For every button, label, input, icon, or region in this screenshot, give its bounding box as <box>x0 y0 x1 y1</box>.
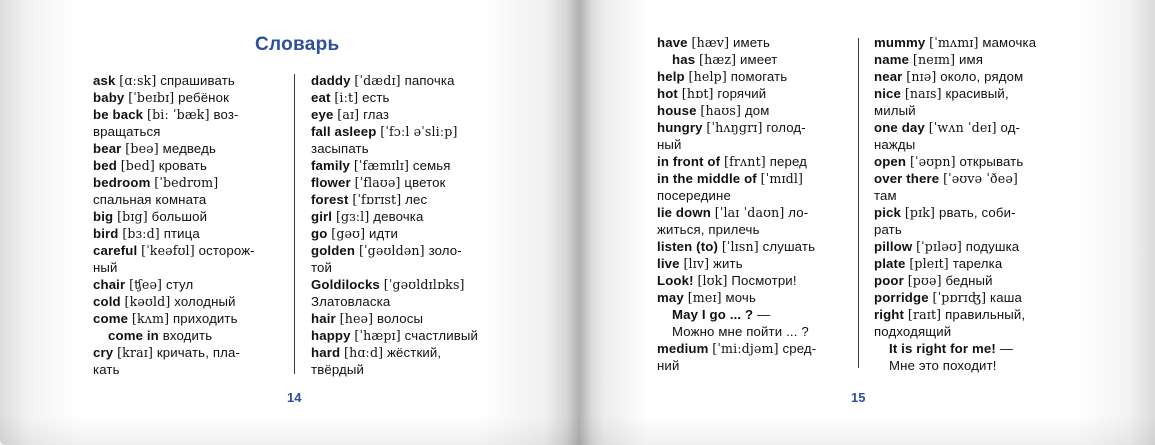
translation: рать <box>874 222 902 237</box>
headword: live <box>657 256 680 271</box>
translation: спальная комната <box>93 192 207 207</box>
dictionary-entry-line <box>657 221 816 238</box>
dictionary-entry-line <box>874 221 1036 238</box>
translation: там <box>874 188 897 203</box>
translation: цветок <box>404 175 446 190</box>
headword: open <box>874 154 907 169</box>
translation: ний <box>657 358 680 373</box>
transcription: [bed] <box>120 158 155 173</box>
dictionary-entry-line <box>874 136 1036 153</box>
headword: one day <box>874 120 925 135</box>
translation: — <box>999 341 1014 356</box>
translation: красивый, <box>945 86 1009 101</box>
dictionary-entry-line <box>657 136 816 153</box>
transcription: [hæz] <box>699 52 737 67</box>
translation: спрашивать <box>160 73 235 88</box>
column-divider-left <box>294 74 295 374</box>
dictionary-entry-line <box>311 174 478 191</box>
dictionary-entry-line <box>657 306 816 323</box>
headword: eat <box>311 90 331 105</box>
dictionary-entry-line <box>93 191 255 208</box>
headword: May I go ... ? <box>672 307 754 322</box>
dictionary-entry-line <box>874 68 1036 85</box>
dictionary-entry-line <box>874 357 1036 374</box>
dictionary-entry-line <box>874 153 1036 170</box>
translation: слушать <box>762 239 816 254</box>
dictionary-entry-line <box>874 204 1036 221</box>
dictionary-entry-line <box>657 238 816 255</box>
dictionary-entry-line <box>657 340 816 357</box>
page-title: Словарь <box>255 34 340 55</box>
dictionary-entry-line <box>93 72 255 89</box>
dictionary-entry-line <box>311 89 478 106</box>
headword: Goldilocks <box>311 277 380 292</box>
translation: открывать <box>959 154 1024 169</box>
translation: лес <box>405 192 428 207</box>
transcription: [ˈbeɪbɪ] <box>128 90 175 105</box>
headword: big <box>93 209 114 224</box>
headword: be back <box>93 107 144 122</box>
dictionary-entry-line <box>874 289 1036 306</box>
headword: have <box>657 35 688 50</box>
transcription: [iːt] <box>334 90 359 105</box>
dictionary-column-3 <box>657 34 816 374</box>
headword: nice <box>874 86 901 101</box>
translation: приходить <box>172 311 238 326</box>
transcription: [ˈflaʊə] <box>354 175 401 190</box>
translation: глаз <box>363 107 390 122</box>
transcription: [ˈlaɪ ˈdaʊn] <box>714 205 785 220</box>
transcription: [ˈhæpɪ] <box>354 328 401 343</box>
headword: in the middle of <box>657 171 757 186</box>
translation: большой <box>151 209 208 224</box>
dictionary-entry-line <box>93 327 255 344</box>
transcription: [meɪ] <box>687 290 722 305</box>
translation: засыпать <box>311 141 369 156</box>
translation: ло- <box>788 205 809 220</box>
dictionary-entry-line <box>657 68 816 85</box>
dictionary-entry-line <box>93 140 255 157</box>
translation: подходящий <box>874 324 952 339</box>
headword: flower <box>311 175 351 190</box>
headword: bear <box>93 141 122 156</box>
translation: счастливый <box>404 328 479 343</box>
translation: перед <box>769 154 807 169</box>
translation: правильный, <box>945 307 1026 322</box>
headword: right <box>874 307 905 322</box>
headword: has <box>672 52 696 67</box>
dictionary-entry-line <box>93 242 255 259</box>
dictionary-entry-line <box>657 289 816 306</box>
headword: may <box>657 290 684 305</box>
translation: дом <box>744 103 770 118</box>
dictionary-entry-line <box>93 276 255 293</box>
transcription: [ˈfæmɪlɪ] <box>353 158 410 173</box>
dictionary-entry-line <box>657 357 816 374</box>
transcription: [biː ˈbæk] <box>147 107 210 122</box>
transcription: [ʧeə] <box>129 277 163 292</box>
translation: кричать, пла- <box>156 345 240 360</box>
translation: каша <box>990 290 1022 305</box>
headword: hungry <box>657 120 703 135</box>
translation: помогать <box>730 69 788 84</box>
transcription: [naɪs] <box>904 86 942 101</box>
dictionary-entry-line <box>657 119 816 136</box>
dictionary-entry-line <box>311 310 478 327</box>
translation: горячий <box>717 86 767 101</box>
transcription: [pʊə] <box>907 273 942 288</box>
translation: мамочка <box>982 35 1037 50</box>
dictionary-entry-line <box>657 170 816 187</box>
dictionary-column-2 <box>311 72 478 378</box>
translation: есть <box>362 90 390 105</box>
translation: ребёнок <box>178 90 230 105</box>
transcription: [ˈəʊvə ˈðeə] <box>943 171 1018 186</box>
translation: имя <box>958 52 984 67</box>
dictionary-column-4 <box>874 34 1036 374</box>
headword: golden <box>311 243 356 258</box>
headword: poor <box>874 273 904 288</box>
transcription: [help] <box>688 69 727 84</box>
translation: милый <box>874 103 916 118</box>
transcription: [hɑːd] <box>344 345 384 360</box>
translation: имеет <box>740 52 778 67</box>
dictionary-entry-line <box>93 123 255 140</box>
dictionary-entry-line <box>311 361 478 378</box>
headword: porridge <box>874 290 929 305</box>
translation: ный <box>93 260 118 275</box>
dictionary-entry-line <box>874 102 1036 119</box>
headword: bed <box>93 158 117 173</box>
translation: Можно мне пойти ... ? <box>672 324 809 339</box>
headword: over there <box>874 171 940 186</box>
column-divider-right <box>858 38 859 368</box>
headword: mummy <box>874 35 926 50</box>
headword: go <box>311 226 328 241</box>
dictionary-entry-line <box>657 187 816 204</box>
headword: happy <box>311 328 351 343</box>
transcription: [ˈkeəfʊl] <box>141 243 195 258</box>
transcription: [ˈmɪdl] <box>760 171 804 186</box>
transcription: [pɪk] <box>904 205 936 220</box>
headword: daddy <box>311 73 351 88</box>
dictionary-entry-line <box>657 323 816 340</box>
translation: мочь <box>725 290 756 305</box>
translation: сред- <box>782 341 817 356</box>
dictionary-entry-line <box>657 34 816 51</box>
dictionary-entry-line <box>874 187 1036 204</box>
headword: baby <box>93 90 125 105</box>
transcription: [ˈmiːdjəm] <box>712 341 779 356</box>
transcription: [nɪə] <box>906 69 937 84</box>
headword: chair <box>93 277 126 292</box>
transcription: [ˈhʌŋgrɪ] <box>706 120 763 135</box>
dictionary-entry-line <box>311 293 478 310</box>
dictionary-entry-line <box>93 157 255 174</box>
headword: in front of <box>657 154 721 169</box>
page-number-left: 14 <box>287 390 302 405</box>
dictionary-entry-line <box>93 344 255 361</box>
dictionary-entry-line <box>874 255 1036 272</box>
dictionary-entry-line <box>657 255 816 272</box>
transcription: [ˈgəʊldən] <box>358 243 425 258</box>
dictionary-entry-line <box>657 51 816 68</box>
dictionary-entry-line <box>874 170 1036 187</box>
dictionary-entry-line <box>311 344 478 361</box>
dictionary-entry-line <box>311 208 478 225</box>
translation: нажды <box>874 137 916 152</box>
translation: папочка <box>404 73 455 88</box>
headword: hair <box>311 311 336 326</box>
translation: иметь <box>732 35 770 50</box>
translation: Златовласка <box>311 294 391 309</box>
transcription: [gɜːl] <box>335 209 370 224</box>
dictionary-entry-line <box>311 123 478 140</box>
translation: девочка <box>373 209 424 224</box>
transcription: [bɪg] <box>117 209 148 224</box>
transcription: [ˈəʊpn] <box>909 154 956 169</box>
transcription: [lʊk] <box>697 273 728 288</box>
translation: птица <box>163 226 200 241</box>
translation: тарелка <box>952 256 1003 271</box>
transcription: [ˈfɒrɪst] <box>352 192 402 207</box>
headword: It is right for me! <box>889 341 996 356</box>
headword: come in <box>108 328 159 343</box>
dictionary-entry-line <box>311 327 478 344</box>
translation: жёсткий, <box>387 345 442 360</box>
dictionary-entry-line <box>657 102 816 119</box>
dictionary-entry-line <box>874 238 1036 255</box>
headword: hot <box>657 86 678 101</box>
dictionary-entry-line <box>657 85 816 102</box>
dictionary-entry-line <box>874 340 1036 357</box>
dictionary-entry-line <box>874 51 1036 68</box>
translation: бедный <box>945 273 993 288</box>
transcription: [ˈlɪsn] <box>721 239 759 254</box>
dictionary-entry-line <box>874 119 1036 136</box>
translation: около, рядом <box>940 69 1024 84</box>
translation: стул <box>165 277 194 292</box>
transcription: [heə] <box>339 311 374 326</box>
translation: — <box>757 307 771 322</box>
transcription: [hɒt] <box>681 86 714 101</box>
dictionary-entry-line <box>93 310 255 327</box>
headword: girl <box>311 209 333 224</box>
dictionary-entry-line <box>657 153 816 170</box>
headword: near <box>874 69 903 84</box>
dictionary-entry-line <box>874 272 1036 289</box>
dictionary-entry-line <box>311 259 478 276</box>
dictionary-entry-line <box>657 204 816 221</box>
dictionary-entry-line <box>311 157 478 174</box>
transcription: [ˈbedrʊm] <box>154 175 219 190</box>
translation: медведь <box>162 141 216 156</box>
translation: жить <box>713 256 743 271</box>
transcription: [ˈpɒrɪʤ] <box>932 290 987 305</box>
dictionary-entry-line <box>93 293 255 310</box>
translation: той <box>311 260 333 275</box>
translation: голод- <box>766 120 806 135</box>
dictionary-entry-line <box>93 225 255 242</box>
transcription: [ˈwʌn ˈdeɪ] <box>928 120 997 135</box>
transcription: [ˈpɪləʊ] <box>916 239 962 254</box>
translation: твёрдый <box>311 362 365 377</box>
transcription: [pleɪt] <box>909 256 949 271</box>
dictionary-entry-line <box>311 225 478 242</box>
translation: посередине <box>657 188 731 203</box>
dictionary-entry-line <box>311 276 478 293</box>
transcription: [kəʊld] <box>124 294 171 309</box>
translation: Мне это походит! <box>889 358 997 373</box>
translation: подушка <box>965 239 1020 254</box>
translation: рвать, соби- <box>938 205 1016 220</box>
dictionary-entry-line <box>93 361 255 378</box>
dictionary-entry-line <box>311 72 478 89</box>
dictionary-entry-line <box>93 174 255 191</box>
transcription: [haʊs] <box>700 103 742 118</box>
translation: од- <box>1000 120 1021 135</box>
translation: ный <box>657 137 682 152</box>
transcription: [bɜːd] <box>122 226 160 241</box>
translation: воз- <box>213 107 239 122</box>
translation: осторож- <box>198 243 255 258</box>
headword: bird <box>93 226 119 241</box>
translation: житься, прилечь <box>657 222 760 237</box>
dictionary-entry-line <box>311 191 478 208</box>
translation: идти <box>368 226 399 241</box>
book-spine <box>566 0 592 445</box>
headword: hard <box>311 345 341 360</box>
page-number-right: 15 <box>851 390 866 405</box>
headword: fall asleep <box>311 124 377 139</box>
headword: pillow <box>874 239 913 254</box>
transcription: [beə] <box>125 141 159 156</box>
headword: lie down <box>657 205 711 220</box>
transcription: [lɪv] <box>683 256 710 271</box>
translation: семья <box>412 158 451 173</box>
dictionary-entry-line <box>874 306 1036 323</box>
transcription: [hæv] <box>691 35 730 50</box>
headword: bedroom <box>93 175 151 190</box>
translation: вращаться <box>93 124 161 139</box>
headword: careful <box>93 243 138 258</box>
dictionary-entry-line <box>93 259 255 276</box>
headword: Look! <box>657 273 694 288</box>
translation: холодный <box>174 294 236 309</box>
transcription: [neɪm] <box>912 52 956 67</box>
transcription: [ˈgəʊldɪlɒks] <box>383 277 465 292</box>
dictionary-entry-line <box>93 208 255 225</box>
transcription: [kʌm] <box>131 311 170 326</box>
headword: eye <box>311 107 334 122</box>
transcription: [ɑːsk] <box>119 73 157 88</box>
headword: house <box>657 103 697 118</box>
transcription: [ˈdædɪ] <box>354 73 401 88</box>
transcription: [raɪt] <box>907 307 942 322</box>
translation: волосы <box>377 311 424 326</box>
headword: plate <box>874 256 906 271</box>
transcription: [gəʊ] <box>331 226 366 241</box>
dictionary-entry-line <box>874 34 1036 51</box>
headword: come <box>93 311 129 326</box>
transcription: [ˈmʌmɪ] <box>929 35 979 50</box>
headword: help <box>657 69 685 84</box>
translation: кровать <box>158 158 208 173</box>
translation: кать <box>93 362 120 377</box>
transcription: [frʌnt] <box>724 154 766 169</box>
headword: listen (to) <box>657 239 718 254</box>
dictionary-entry-line <box>311 140 478 157</box>
dictionary-entry-line <box>311 106 478 123</box>
dictionary-entry-line <box>874 85 1036 102</box>
headword: cry <box>93 345 114 360</box>
headword: forest <box>311 192 349 207</box>
translation: Посмотри! <box>731 273 797 288</box>
translation: золо- <box>428 243 462 258</box>
transcription: [aɪ] <box>337 107 360 122</box>
headword: cold <box>93 294 121 309</box>
headword: name <box>874 52 910 67</box>
headword: family <box>311 158 351 173</box>
dictionary-entry-line <box>93 106 255 123</box>
transcription: [ˈfɔːl əˈsliːp] <box>380 124 458 139</box>
headword: pick <box>874 205 901 220</box>
dictionary-entry-line <box>93 89 255 106</box>
dictionary-entry-line <box>657 272 816 289</box>
dictionary-column-1 <box>93 72 255 378</box>
dictionary-entry-line <box>311 242 478 259</box>
dictionary-entry-line <box>874 323 1036 340</box>
headword: ask <box>93 73 116 88</box>
translation: входить <box>162 328 213 343</box>
headword: medium <box>657 341 709 356</box>
transcription: [kraɪ] <box>117 345 154 360</box>
